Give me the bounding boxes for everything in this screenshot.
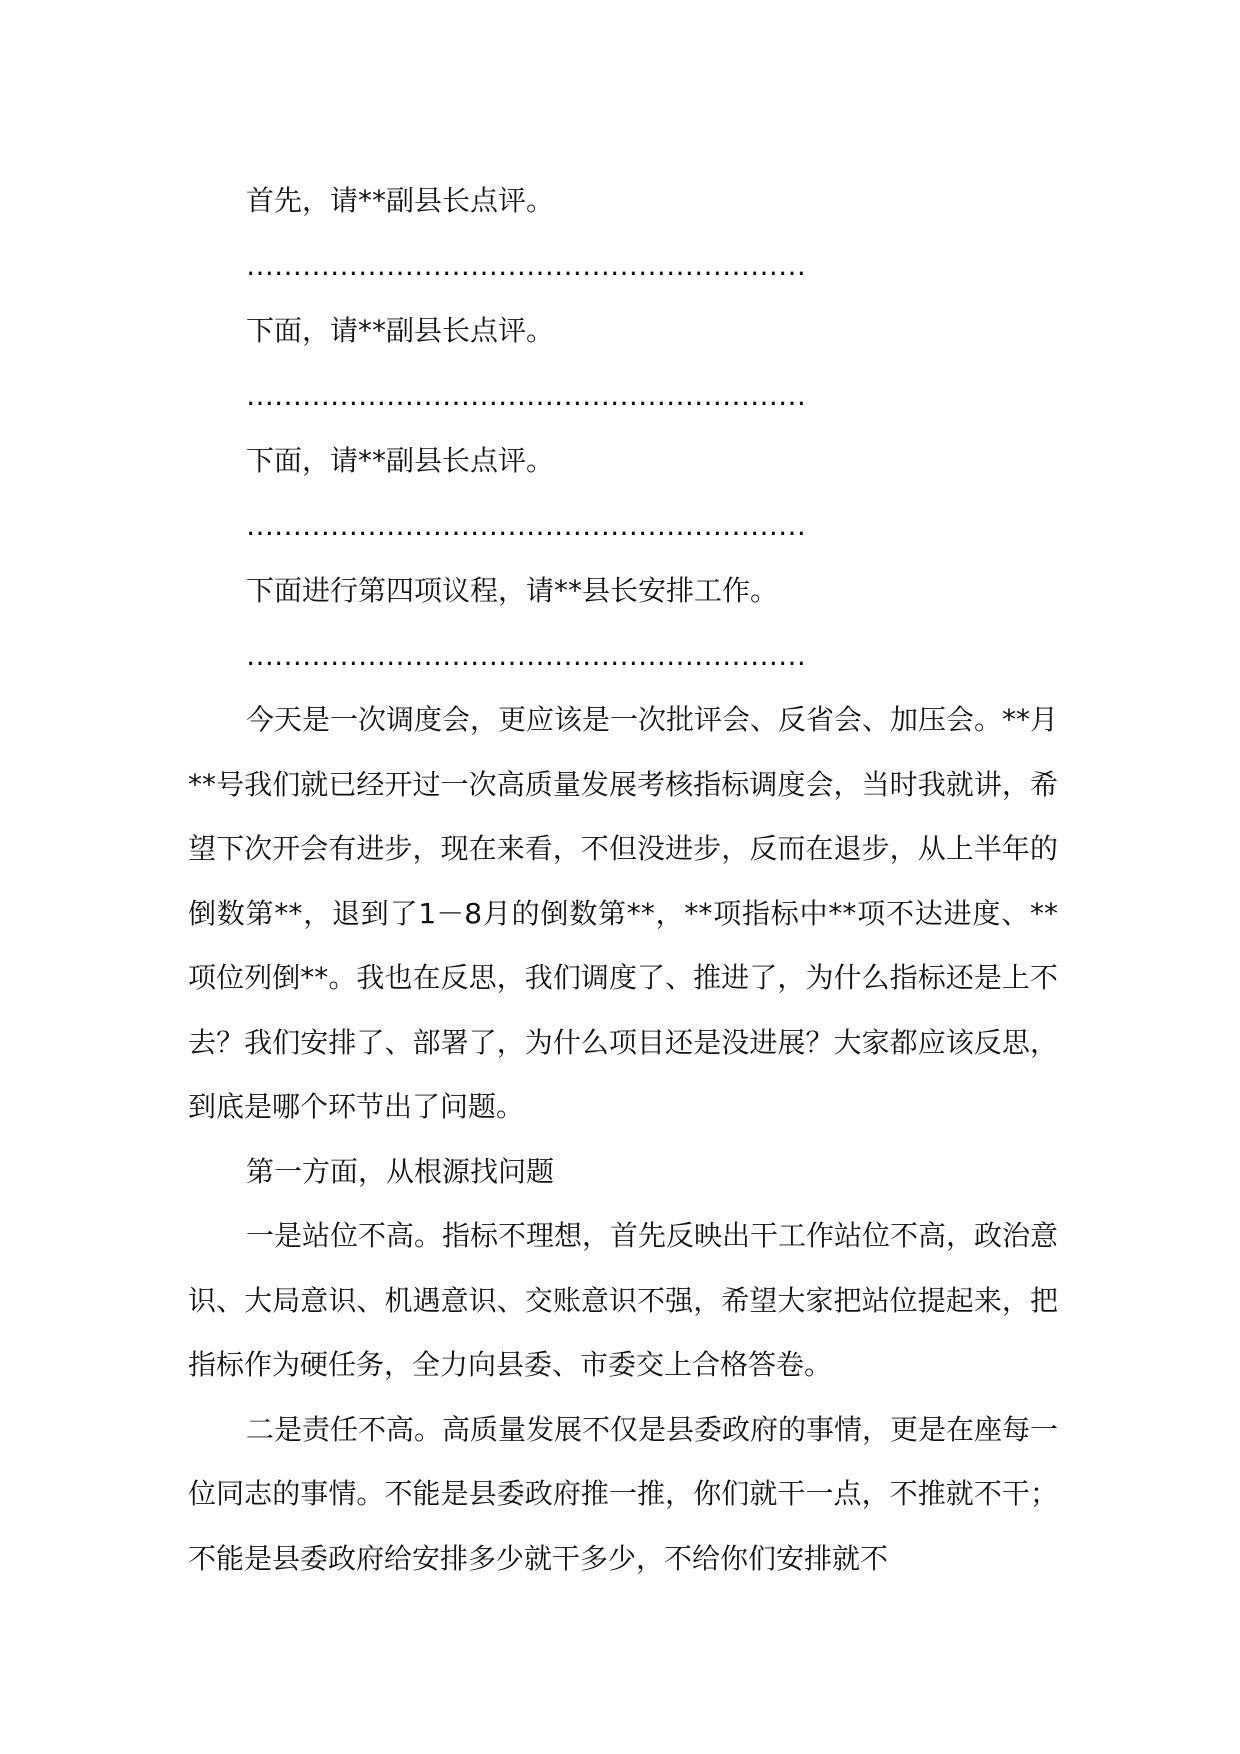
- ellipsis-line-1: ……………………………………………………: [246, 249, 806, 282]
- paragraph-fourth-agenda: 下面进行第四项议程，请**县长安排工作。: [246, 574, 779, 607]
- paragraph-third-review: 下面，请**副县长点评。: [246, 444, 555, 477]
- section-heading-first-aspect: 第一方面，从根源找问题: [246, 1154, 555, 1188]
- document-body: [188, 168, 1058, 1591]
- ellipsis-line-3: ……………………………………………………: [246, 509, 806, 542]
- paragraph-meeting-intro: 今天是一次调度会，更应该是一次批评会、反省会、加压会。**月**号我们就已经开过一次高质量发展考核指标调度会，当时我就讲，希望下次开会有进步，现在来看，不但没进步，反而在退步，从上半年的倒数第**，退到了1－8月的倒数第**，**项指标中**项不达进度、**项位列倒**。我也在反思，我们调度了、推进了，为什么指标还是上不去？我们安排了、部署了，为什么项目还是没进展？大家都应该反思，到底是哪个环节出了问题。: [188, 703, 1059, 1123]
- ellipsis-line-2: ……………………………………………………: [246, 379, 806, 412]
- paragraph-point-two: 二是责任不高。高质量发展不仅是县委政府的事情，更是在座每一位同志的事情。不能是县委政府推一推，你们就干一点，不推就不干；不能是县委政府给安排多少就干多少，不给你们安排就不: [188, 1412, 1059, 1575]
- paragraph-point-one: 一是站位不高。指标不理想，首先反映出干工作站位不高，政治意识、大局意识、机遇意识、交账意识不强，希望大家把站位提起来，把指标作为硬任务，全力向县委、市委交上合格答卷。: [188, 1219, 1059, 1381]
- paragraph-second-review: 下面，请**副县长点评。: [246, 314, 555, 347]
- paragraph-first-review: 首先，请**副县长点评。: [246, 184, 555, 217]
- ellipsis-line-4: ……………………………………………………: [246, 639, 806, 672]
